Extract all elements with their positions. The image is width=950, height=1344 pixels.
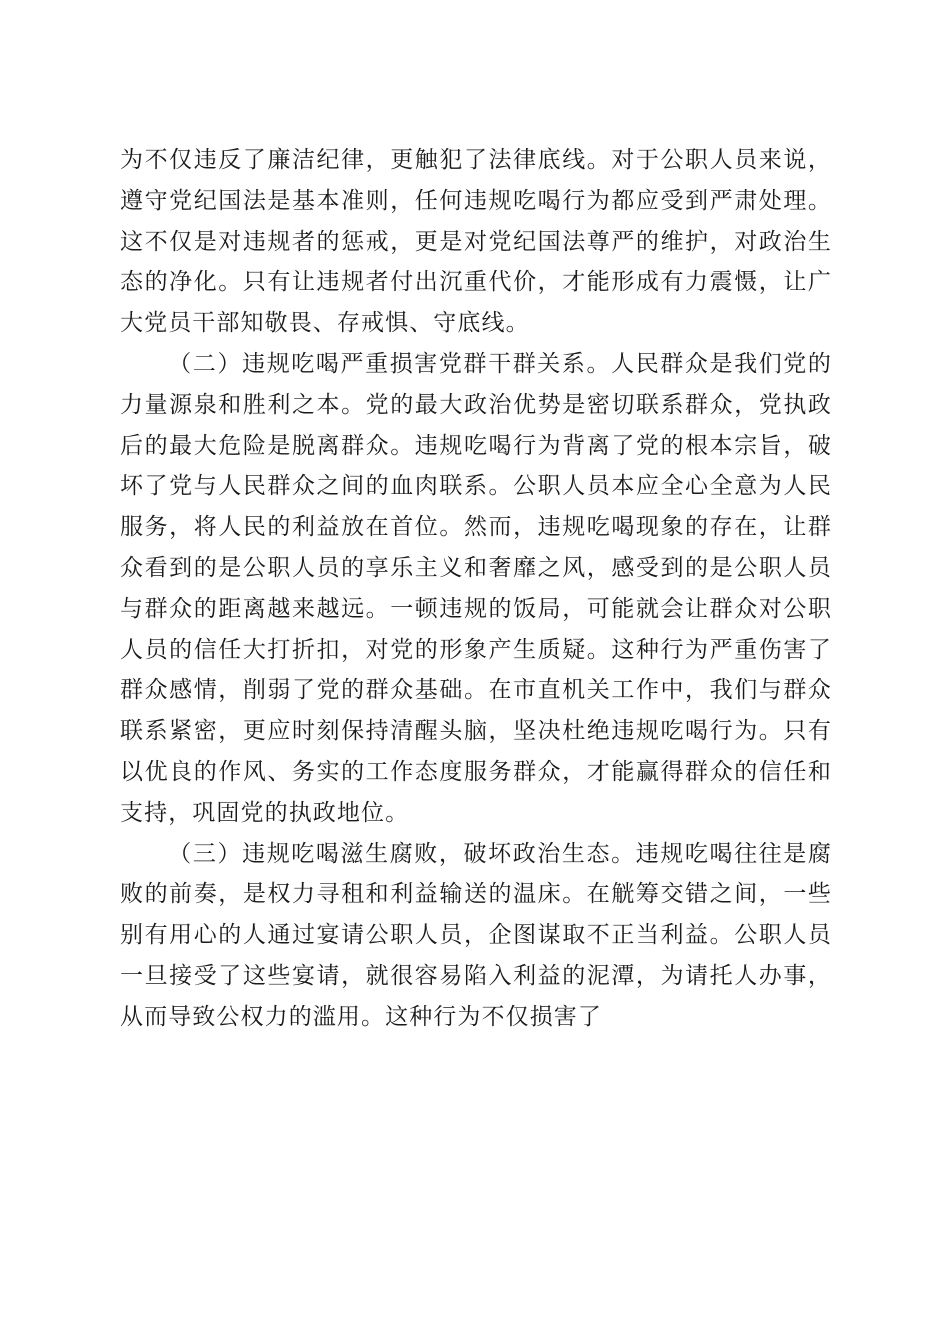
- paragraph-text: 违规吃喝往往是腐败的前奏，是权力寻租和利益输送的温床。在觥筹交错之间，一些别有用心的人通过宴请公职人员，企图谋取不正当利益。公职人员一旦接受了这些宴请，就很容易陷入利益的泥潭，为请托人办事，从而导致公权力的滥用。这种行为不仅损害了: [120, 840, 832, 1030]
- section-heading: （二）违规吃喝严重损害党群干群关系。: [168, 350, 612, 377]
- paragraph-text: 为不仅违反了廉洁纪律，更触犯了法律底线。对于公职人员来说，遵守党纪国法是基本准则，任何违规吃喝行为都应受到严肃处理。这不仅是对违规者的惩戒，更是对党纪国法尊严的维护，对政治生态的净化。只有让违规者付出沉重代价，才能形成有力震慑，让广大党员干部知敬畏、存戒惧、守底线。: [120, 147, 832, 337]
- paragraph-section-two: [120, 344, 832, 834]
- document-body: [120, 140, 832, 1038]
- paragraph-section-three: [120, 834, 832, 1038]
- paragraph-continuation: [120, 140, 832, 344]
- paragraph-text: 人民群众是我们党的力量源泉和胜利之本。党的最大政治优势是密切联系群众，党执政后的最大危险是脱离群众。违规吃喝行为背离了党的根本宗旨，破坏了党与人民群众之间的血肉联系。公职人员本应全心全意为人民服务，将人民的利益放在首位。然而，违规吃喝现象的存在，让群众看到的是公职人员的享乐主义和奢靡之风，感受到的是公职人员与群众的距离越来越远。一顿违规的饭局，可能就会让群众对公职人员的信任大打折扣，对党的形象产生质疑。这种行为严重伤害了群众感情，削弱了党的群众基础。在市直机关工作中，我们与群众联系紧密，更应时刻保持清醒头脑，坚决杜绝违规吃喝行为。只有以优良的作风、务实的工作态度服务群众，才能赢得群众的信任和支持，巩固党的执政地位。: [120, 350, 832, 826]
- section-heading: （三）违规吃喝滋生腐败，破坏政治生态。: [168, 840, 636, 867]
